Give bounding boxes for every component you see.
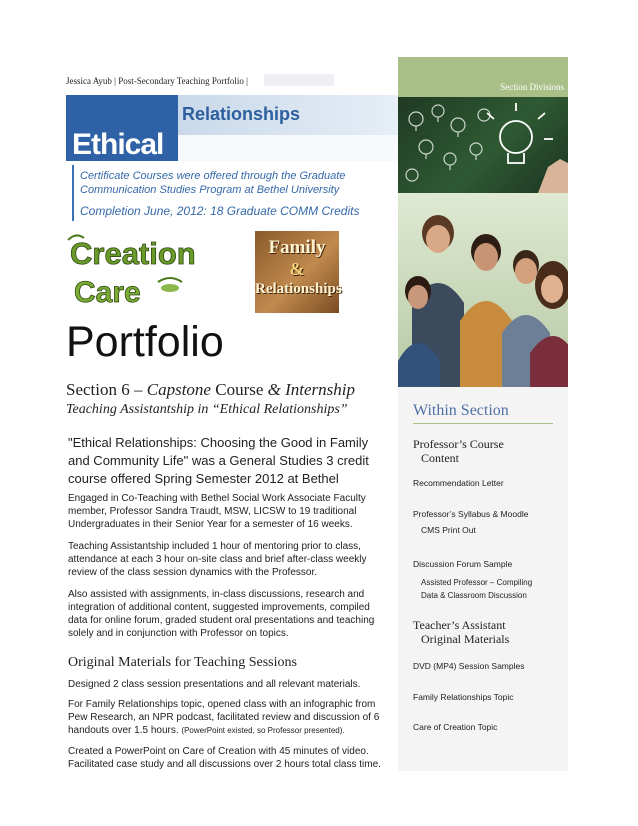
- family-logo-word: Family: [268, 237, 326, 258]
- care-of-creation-topic-item: Care of Creation Topic: [413, 722, 498, 732]
- family-relationships-topic-item: Family Relationships Topic: [413, 692, 514, 702]
- relationships-banner-title: Relationships: [182, 104, 301, 124]
- section-internship: & Internship: [267, 380, 356, 399]
- ta-line-2: Original Materials: [421, 632, 510, 646]
- recommendation-letter-item: Recommendation Letter: [413, 478, 504, 488]
- lightbulb-drawing-icon: [398, 97, 568, 193]
- creation-care-leaf-icon: [66, 230, 226, 310]
- family-relationships-logo: [255, 231, 342, 313]
- dvd-session-samples-item: DVD (MP4) Session Samples: [413, 661, 525, 671]
- section-course: Course: [210, 380, 268, 399]
- para3-line-1: Also assisted with assignments, in-class discussions, research and: [68, 589, 365, 600]
- original-materials-heading: Original Materials for Teaching Sessions: [68, 655, 297, 670]
- syllabus-line-1: Professor’s Syllabus & Moodle: [413, 509, 529, 519]
- paragraph-co-teaching: [68, 492, 386, 531]
- teachers-assistant-heading: [413, 618, 509, 646]
- syllabus-item: [413, 509, 563, 536]
- para2-line-3: review of the class session dynamics with the Professor.: [68, 567, 317, 578]
- paragraph-assistantship: [68, 540, 386, 579]
- chalkboard-lightbulb-image: [398, 97, 568, 193]
- para1-line-2: member, Professor Sandra Traudt, MSW, LICSW to 19 traditional: [68, 506, 357, 517]
- discussion-forum-item: Discussion Forum Sample: [413, 559, 513, 569]
- paragraph-care-topic: [68, 745, 386, 771]
- assisted-line-2: Data & Classroom Discussion: [421, 591, 527, 600]
- section-subtitle: Teaching Assistantship in “Ethical Relationships”: [66, 402, 348, 417]
- assisted-line-1: Assisted Professor – Compiling: [421, 578, 533, 587]
- students-illustration-icon: [398, 193, 568, 387]
- para3-line-2: integration of additional content, suggested improvements, compiled: [68, 602, 370, 613]
- orig2-line-1: For Family Relationships topic, opened class with an infographic from: [68, 699, 376, 710]
- care-logo-word: Care: [74, 276, 141, 309]
- orig3-line-1: Created a PowerPoint on Care of Creation with 45 minutes of video.: [68, 746, 369, 757]
- paragraph-designed: [68, 678, 386, 691]
- para3-line-4: solely and in conjunction with Professor on topics.: [68, 628, 289, 639]
- relationships-logo-word: Relationships: [255, 281, 342, 297]
- para2-line-2: attendance at each 3 hour on-site class and brief after-class weekly: [68, 554, 367, 565]
- section-prefix: Section 6 –: [66, 380, 147, 399]
- ta-line-1: Teacher’s Assistant: [413, 618, 506, 632]
- para2-line-1: Teaching Assistantship included 1 hour of mentoring prior to class,: [68, 541, 361, 552]
- orig3-line-2: Facilitated case study and all discussions over 2 hours total class time.: [68, 759, 381, 770]
- para1-line-1: Engaged in Co-Teaching with Bethel Social Work Associate Faculty: [68, 493, 366, 504]
- para1-line-3: Undergraduates in their Senior Year for a semester of 16 weeks.: [68, 519, 353, 530]
- page-title: Portfolio: [66, 318, 224, 366]
- orig2-line-3: [68, 724, 386, 737]
- certificate-line-1: Certificate Courses were offered through the Graduate: [80, 170, 346, 182]
- section-heading: [66, 380, 355, 400]
- quote-line-2: and Community Life" was a General Studies 3 credit: [68, 453, 369, 468]
- professors-course-heading: [413, 437, 504, 465]
- creation-care-logo: [66, 230, 226, 310]
- section-divisions-label: Section Divisions: [500, 82, 564, 92]
- ampersand-logo-word: &: [289, 259, 305, 279]
- orig2-note: (PowerPoint existed, so Professor presented).: [181, 726, 345, 735]
- paragraph-family-topic: [68, 698, 386, 737]
- syllabus-line-2: CMS Print Out: [421, 525, 476, 535]
- assisted-professor-item: [413, 577, 563, 601]
- header-text: Jessica Ayub | Post-Secondary Teaching Portfolio |: [66, 76, 248, 86]
- students-group-photo: [398, 193, 568, 387]
- creation-logo-word: Creation: [70, 236, 196, 271]
- prof-course-line-2: Content: [421, 451, 459, 465]
- para3-line-3: data for online forum, graded student oral presentations and teaching: [68, 615, 375, 626]
- certificate-line-2: Communication Studies Program at Bethel University: [80, 184, 340, 196]
- quote-line-1: "Ethical Relationships: Choosing the Good in Family: [68, 435, 369, 450]
- header-highlight-box: [264, 74, 334, 86]
- within-section-heading: Within Section: [413, 402, 509, 419]
- orig2-line-3-text: handouts over 1.5 hours.: [68, 725, 182, 736]
- completion-text: Completion June, 2012: 18 Graduate COMM Credits: [80, 204, 360, 218]
- orig2-line-2: Pew Research, an NPR podcast, facilitated review and discussion of 6: [68, 712, 380, 723]
- course-description: [68, 434, 388, 488]
- quote-line-3: course offered Spring Semester 2012 at Bethel: [68, 471, 339, 486]
- orig1-line: Designed 2 class session presentations and all relevant materials.: [68, 679, 361, 690]
- certificate-text: [80, 169, 390, 197]
- within-section-divider: [413, 423, 553, 424]
- ethical-banner-title: Ethical: [72, 128, 164, 161]
- banner-lower-strip: [178, 135, 398, 161]
- section-capstone: Capstone: [146, 380, 211, 399]
- paragraph-assisted: [68, 588, 386, 640]
- prof-course-line-1: Professor’s Course: [413, 437, 504, 451]
